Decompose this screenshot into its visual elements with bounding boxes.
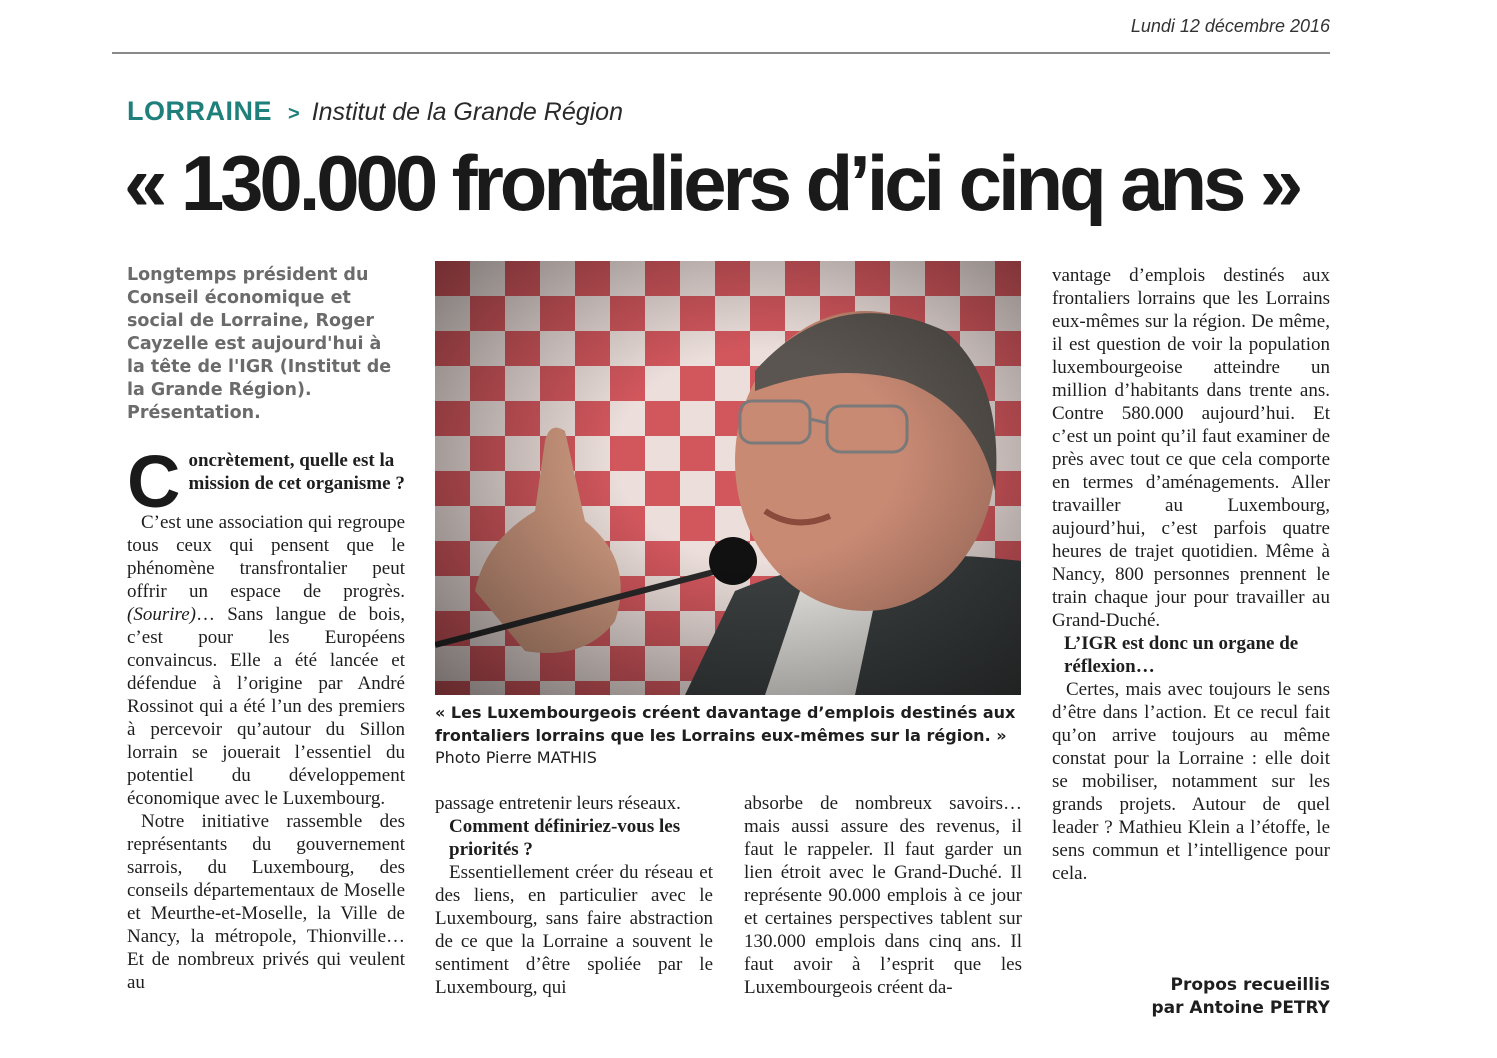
byline-author: par Antoine PETRY — [1151, 998, 1330, 1018]
article-photo — [435, 261, 1021, 695]
question-1: oncrètement, quelle est la mission de cet organisme ? — [188, 450, 405, 494]
answer-2-cont: passage entretenir leurs réseaux. — [435, 793, 681, 814]
answer-1-text: C’est une association qui regroupe tous ceux qui pensent que le phénomène transfrontalier peut offrir un espace de progrès. — [127, 512, 405, 602]
answer-3: Essentiellement créer du réseau et des liens, en particulier avec le Luxembourg, sans faire abstraction de ce que la Lorraine a souvent le sentiment d’être spoliée par le Luxembourg, qui — [435, 862, 713, 998]
column-2 — [435, 792, 713, 999]
answer-1-aside: (Sourire) — [127, 604, 196, 625]
header-rule — [112, 52, 1330, 54]
answer-4: Certes, mais avec toujours le sens d’être dans l’action. Et ce recul fait qu’on arrive toujours au même constat pour la Lorraine : elle doit se mobiliser, notamment sur les grands projets. Autour de quel leader ? Mathieu Klein a l’étoffe, le sens commun et l’intelligence pour cela. — [1052, 679, 1330, 884]
rubric-section: LORRAINE — [127, 96, 272, 126]
photo-credit: Photo Pierre MATHIS — [435, 748, 597, 767]
lede: Longtemps président du Conseil économique et social de Lorraine, Roger Cayzelle est aujourd'hui à la tête de l'IGR (Institut de la Grande Région). Présentation. — [127, 265, 392, 423]
headline: « 130.000 frontaliers d’ici cinq ans » — [124, 139, 1300, 227]
chevron-right-icon: > — [288, 103, 300, 125]
answer-1 — [127, 511, 405, 810]
column-3 — [744, 792, 1022, 999]
answer-3-end: vantage d’emplois destinés aux frontaliers lorrains que les Lorrains eux-mêmes sur la région. De même, il est question de voir la population luxembourgeoise atteindre un million d’habitants dans trente ans. Contre 580.000 aujourd’hui. Et c’est un point qu’il faut examiner de près avec tout ce que cela comporte en termes d’aménagements. Aller travailler au Luxembourg, aujourd’hui, c’est parfois quatre heures de trajet quotidien. Même à Nancy, 800 personnes prennent le train chaque jour pour travailler au Grand-Duché. — [1052, 265, 1330, 631]
column-1 — [127, 264, 405, 994]
question-1-block — [127, 440, 405, 810]
question-3: L’IGR est donc un organe de réflexion… — [1064, 633, 1299, 677]
drop-cap: C — [127, 440, 181, 523]
answer-3-cont: absorbe de nombreux savoirs… mais aussi assure des revenus, il faut le rappeler. Il faut garder un lien étroit avec le Grand-Duché. Il représente 90.000 emplois à ce jour et certaines perspectives tablent sur 130.000 emplois dans cinq ans. Il faut avoir à l’esprit que les Luxembourgeois créent da- — [744, 793, 1022, 998]
caption-quote: « Les Luxembourgeois créent davantage d’emplois destinés aux frontaliers lorrains que les Lorrains eux-mêmes sur la région. » — [435, 703, 1016, 745]
answer-2: Notre initiative rassemble des représentants du gouvernement sarrois, du Luxembourg, des conseils départementaux de Moselle et Meurthe-et-Moselle, la Ville de Nancy, la métropole, Thionville… Et de nombreux privés qui veulent au — [127, 811, 405, 993]
byline — [1151, 974, 1330, 1020]
issue-date: Lundi 12 décembre 2016 — [1130, 16, 1330, 36]
question-2: Comment définiriez-vous les priorités ? — [449, 816, 681, 860]
rubric — [127, 96, 623, 128]
answer-1-text-cont: … Sans langue de bois, c’est pour les Européens convaincus. Elle a été lancée et défendue à l’origine par André Rossinot qui a été l’un des premiers à percevoir qu’autour du Sillon lorrain se jouerait l’essentiel du potentiel du développement économique avec le Luxembourg. — [127, 604, 405, 809]
photo-caption — [435, 702, 1025, 770]
byline-line-1: Propos recueillis — [1170, 975, 1330, 995]
rubric-subsection: Institut de la Grande Région — [311, 98, 623, 126]
column-4 — [1052, 264, 1330, 885]
